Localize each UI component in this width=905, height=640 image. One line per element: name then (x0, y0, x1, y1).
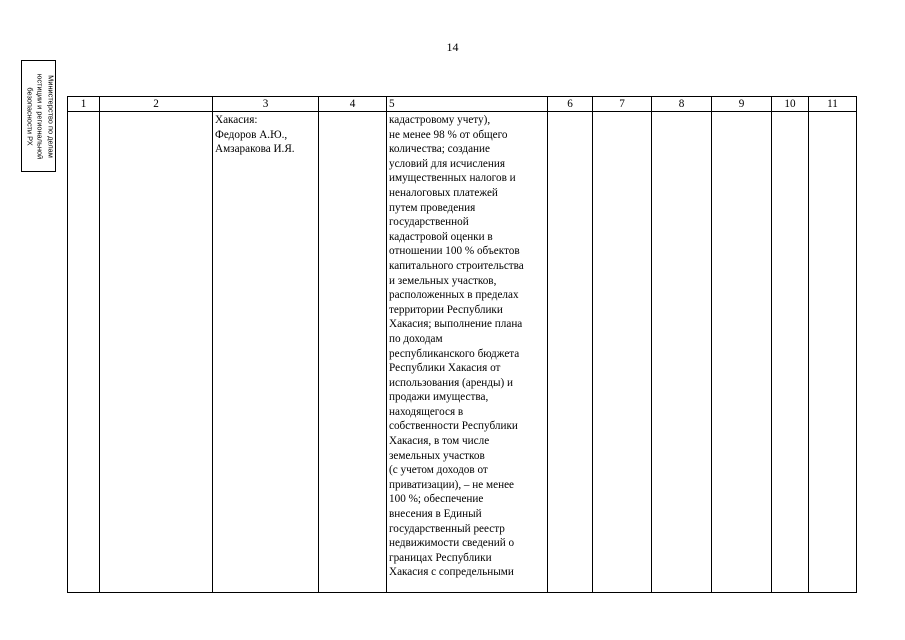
col-header-3: 3 (213, 97, 319, 112)
expected-results-line: отношении 100 % объектов (389, 245, 520, 258)
expected-results-line: (с учетом доходов от (389, 464, 488, 477)
expected-results-line: Хакасия; выполнение плана (389, 318, 523, 331)
expected-results-line: продажи имущества, (389, 391, 489, 404)
expected-results-line: республиканского бюджета (389, 347, 520, 360)
expected-results-line: использования (аренды) и (389, 376, 513, 389)
responsible-persons-line: Федоров А.Ю., (215, 128, 288, 141)
expected-results-line: находящегося в (389, 405, 464, 418)
cell-col-1 (68, 112, 100, 593)
col-header-5: 5 (387, 97, 548, 112)
expected-results-line: и земельных участков, (389, 274, 497, 287)
responsible-persons-line: Хакасия: (215, 114, 258, 126)
expected-results-line: имущественных налогов и (389, 172, 516, 185)
col-header-9: 9 (712, 97, 772, 112)
responsible-persons (213, 112, 318, 157)
expected-results-line: территории Республики (389, 303, 503, 316)
expected-results-line: 100 %; обеспечение (389, 493, 484, 506)
cell-col-6 (548, 112, 593, 593)
expected-results-line: Хакасия с сопредельными (389, 566, 514, 579)
cell-col-10 (772, 112, 809, 593)
cell-col-2 (100, 112, 213, 593)
cell-col-3 (213, 112, 319, 593)
stamp-line-1: Министерство по делам (46, 74, 55, 158)
plan-table (67, 96, 857, 593)
expected-results-text (387, 112, 547, 580)
cell-col-7 (593, 112, 652, 593)
page-number: 14 (446, 40, 459, 54)
col-header-10: 10 (772, 97, 809, 112)
expected-results-line: путем проведения (389, 201, 476, 214)
cell-col-4 (319, 112, 387, 593)
col-header-2: 2 (100, 97, 213, 112)
expected-results-line: количества; создание (389, 143, 490, 156)
col-header-11: 11 (809, 97, 857, 112)
expected-results-line: внесения в Единый (389, 508, 482, 521)
expected-results-line: недвижимости сведений о (389, 537, 515, 550)
col-header-6: 6 (548, 97, 593, 112)
col-header-7: 7 (593, 97, 652, 112)
expected-results-line: капитального строительства (389, 259, 524, 272)
cell-col-5 (387, 112, 548, 593)
responsible-persons-line: Амзаракова И.Я. (215, 143, 295, 156)
cell-col-9 (712, 112, 772, 593)
expected-results-line: приватизации), – не менее (389, 478, 515, 491)
table-header-row (68, 97, 857, 112)
expected-results-line: по доходам (389, 332, 443, 345)
stamp-line-3: безопасности РХ (25, 86, 34, 146)
expected-results-line: расположенных в пределах (389, 289, 519, 302)
expected-results-line: Республики Хакасия от (389, 362, 501, 375)
col-header-1: 1 (68, 97, 100, 112)
stamp-text (22, 61, 55, 171)
expected-results-line: Хакасия, в том числе (389, 435, 490, 448)
col-header-4: 4 (319, 97, 387, 112)
col-header-8: 8 (652, 97, 712, 112)
table-row (68, 112, 857, 593)
cell-col-8 (652, 112, 712, 593)
expected-results-line: границах Республики (389, 551, 492, 564)
stamp-line-2: юстиции и региональной (35, 73, 45, 159)
registration-stamp (21, 60, 56, 172)
expected-results-line: государственный реестр (389, 522, 505, 535)
cell-col-11 (809, 112, 857, 593)
expected-results-line: неналоговых платежей (389, 186, 498, 199)
expected-results-line: кадастровому учету), (389, 114, 491, 126)
expected-results-line: не менее 98 % от общего (389, 128, 508, 141)
expected-results-line: условий для исчисления (389, 157, 505, 170)
expected-results-line: собственности Республики (389, 420, 518, 433)
expected-results-line: государственной (389, 216, 469, 229)
expected-results-line: земельных участков (389, 449, 485, 462)
expected-results-line: кадастровой оценки в (389, 230, 493, 243)
